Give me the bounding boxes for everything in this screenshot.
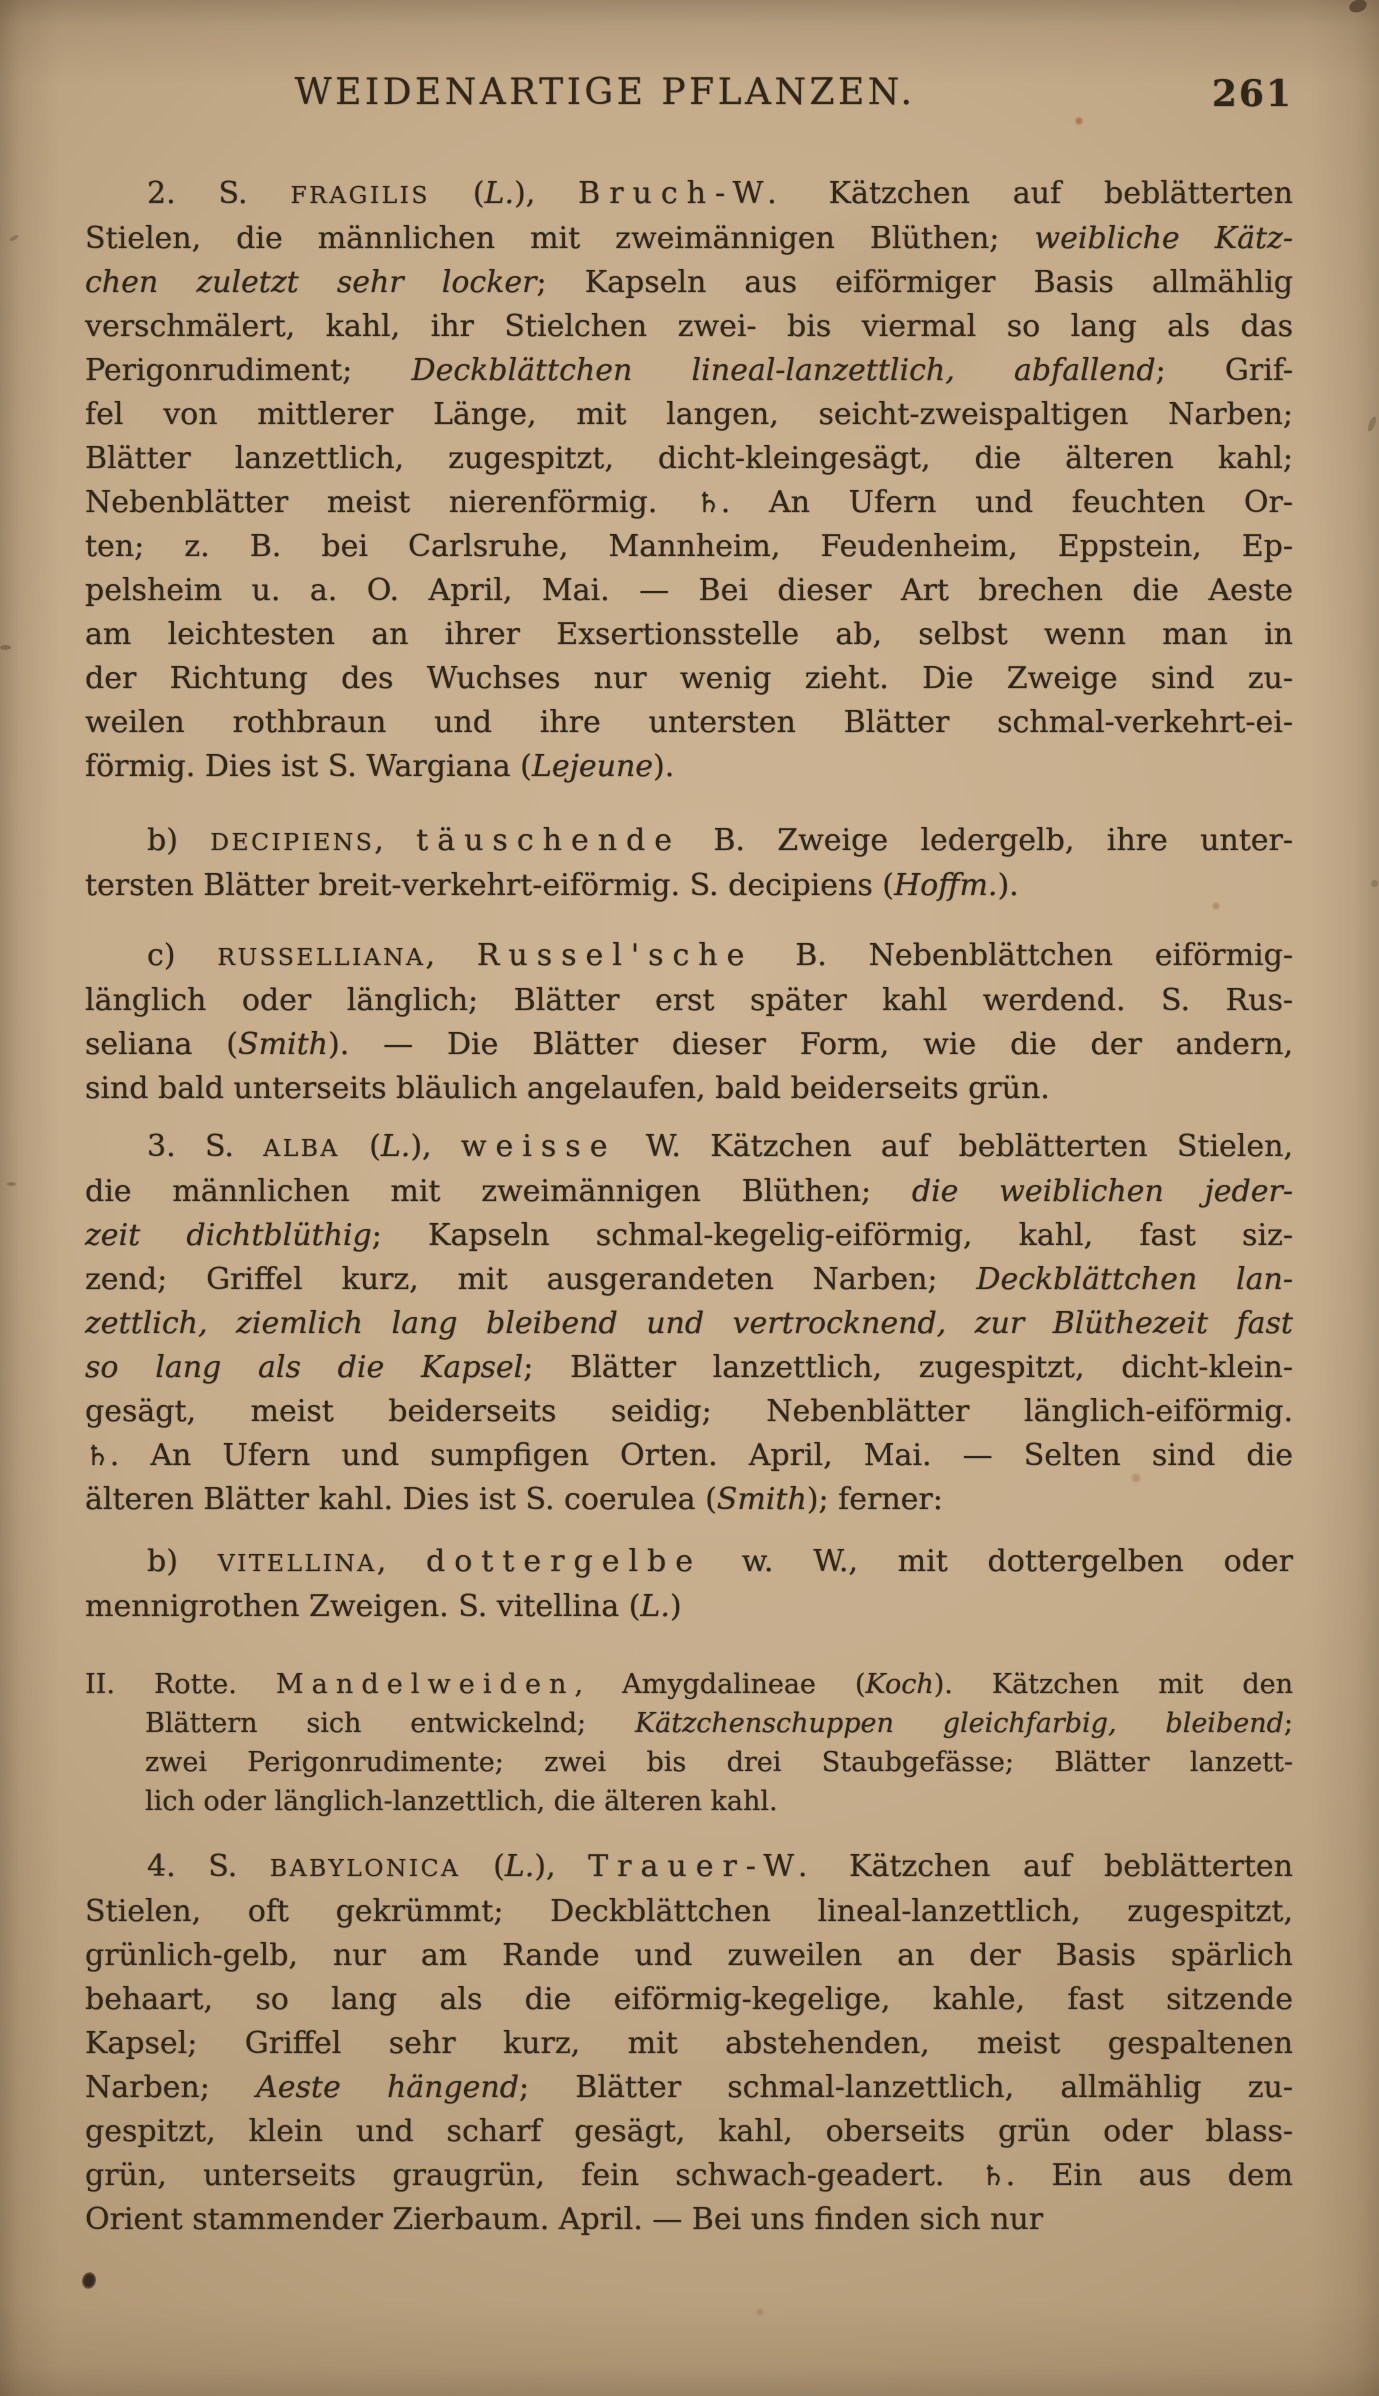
text-line [85, 1585, 1293, 1629]
text-line [85, 1704, 1293, 1743]
text-segment: seliana ( [85, 1027, 239, 1062]
text-line [85, 1665, 1293, 1704]
text-segment: II. Rotte. [85, 1669, 276, 1700]
text-segment: BABYLONICA [269, 1854, 461, 1882]
text-segment: Koch [865, 1669, 934, 1700]
woody-plant-symbol: ♄ [695, 486, 721, 519]
scan-speck [7, 1182, 16, 1186]
text-segment: weibliche Kätz- [1034, 221, 1293, 256]
text-segment: zwei Perigonrudimente; zwei bis drei Staubgefässe; Blätter lanzett- [145, 1747, 1293, 1778]
text-segment: tersten Blätter breit-verkehrt-eiförmig. S. decipiens ( [85, 868, 894, 903]
text-line [85, 2022, 1293, 2066]
text-line [85, 1023, 1293, 1067]
text-segment: ten; z. B. bei Carlsruhe, Mannheim, Feudenheim, Eppstein, Ep- [85, 529, 1293, 564]
text-line [85, 2198, 1293, 2242]
text-segment: fel von mittlerer Länge, mit langen, seicht-zweispaltigen Narben; [85, 397, 1293, 432]
text-line [85, 2110, 1293, 2154]
text-segment: . An Ufern und feuchten Or- [720, 485, 1294, 520]
running-title: WEIDENARTIGE PFLANZEN. [294, 72, 916, 113]
text-segment: ( [429, 176, 485, 211]
text-line [85, 745, 1293, 789]
text-line [85, 525, 1293, 569]
text-segment: ; Blätter schmal-lanzettlich, allmählig zu- [518, 2070, 1294, 2105]
text-line [85, 613, 1293, 657]
text-segment: B. Zweige ledergelb, ihre unter- [681, 823, 1294, 858]
text-segment: Mandelweiden [275, 1669, 575, 1700]
text-line [85, 1934, 1293, 1978]
text-segment: ). — Die Blätter dieser Form, wie die der andern, [328, 1027, 1294, 1062]
text-segment: länglich oder länglich; Blätter erst später kahl werdend. S. Rus- [85, 983, 1293, 1018]
page-body [85, 172, 1293, 2242]
text-segment: ). [997, 868, 1019, 903]
text-line [85, 657, 1293, 701]
text-segment: Russel'sche [476, 938, 754, 973]
paragraph-russelliana [85, 934, 1293, 1111]
text-segment: Kätzchenschuppen gleichfarbig, bleibend [634, 1708, 1284, 1739]
text-line [85, 864, 1293, 908]
text-line [85, 437, 1293, 481]
text-segment: , [376, 1544, 427, 1579]
text-segment: ); ferner: [806, 1482, 943, 1517]
text-segment: Kätzchen auf beblätterten [785, 176, 1293, 211]
text-line [85, 305, 1293, 349]
text-segment: ). Kätzchen mit den [933, 1669, 1293, 1700]
text-line [85, 1890, 1293, 1934]
text-segment: pelsheim u. a. O. April, Mai. — Bei dieser Art brechen die Aeste [85, 573, 1293, 608]
text-line [85, 1214, 1293, 1258]
text-segment: c) [147, 938, 218, 973]
text-segment: lich oder länglich-lanzettlich, die älteren kahl. [145, 1786, 778, 1817]
text-segment: Trauer-W. [588, 1849, 817, 1884]
text-segment: weisse [460, 1129, 617, 1164]
text-segment: ; Grif- [1155, 353, 1293, 388]
text-segment: Hoffm. [894, 868, 998, 903]
text-segment: am leichtesten an ihrer Exsertionsstelle ab, selbst wenn man in [85, 617, 1293, 652]
text-segment: ) [669, 1589, 682, 1624]
text-line [85, 819, 1293, 864]
text-segment: b) [147, 823, 211, 858]
text-segment: ; Blätter lanzettlich, zugespitzt, dicht-klein- [523, 1350, 1293, 1385]
text-line [85, 1170, 1293, 1214]
scan-speck [1371, 880, 1378, 887]
text-segment: ; [1283, 1708, 1293, 1739]
text-line [85, 1845, 1293, 1890]
scan-speck [0, 645, 11, 650]
text-line [85, 1540, 1293, 1585]
text-line [85, 217, 1293, 261]
text-segment: ), [410, 1129, 461, 1164]
text-segment: Aeste hängend [256, 2070, 519, 2105]
text-segment: ), [514, 176, 579, 211]
text-segment: ( [339, 1129, 381, 1164]
text-line [85, 1978, 1293, 2022]
text-segment: förmig. Dies ist S. Wargiana ( [85, 749, 532, 784]
text-segment: RUSSELLIANA [217, 943, 426, 971]
paragraph-rotte [85, 1665, 1293, 1821]
text-segment: Nebenblätter meist nierenförmig. [85, 485, 696, 520]
text-segment: , Amygdalineae ( [574, 1669, 866, 1700]
text-segment: L. [484, 176, 514, 211]
text-segment: Stielen, die männlichen mit zweimännigen Blüthen; [85, 221, 1035, 256]
text-segment: Stielen, oft gekrümmt; Deckblättchen lineal-lanzettlich, zugespitzt, [85, 1894, 1293, 1929]
text-segment: älteren Blätter kahl. Dies ist S. coerulea ( [85, 1482, 717, 1517]
paragraph-vitellina [85, 1540, 1293, 1629]
text-segment: Perigonrudiment; [85, 353, 412, 388]
text-line [85, 1346, 1293, 1390]
text-segment: , [425, 938, 477, 973]
paragraph-babylonica [85, 1845, 1293, 2242]
text-segment: so lang als die Kapsel [85, 1350, 524, 1385]
text-segment: zend; Griffel kurz, mit ausgerandeten Narben; [85, 1262, 977, 1297]
text-segment: , [374, 823, 417, 858]
text-segment: Orient stammender Zierbaum. April. — Bei uns finden sich nur [85, 2202, 1044, 2237]
text-segment: Kapsel; Griffel sehr kurz, mit abstehenden, meist gespaltenen [85, 2026, 1293, 2061]
text-segment: 2. S. [147, 176, 291, 211]
text-line [85, 1125, 1293, 1170]
text-line [85, 2066, 1293, 2110]
text-segment: Deckblättchen lineal-lanzettlich, abfallend [411, 353, 1156, 388]
text-segment: die weiblichen jeder- [911, 1174, 1293, 1209]
text-segment: . Ein aus dem [1005, 2158, 1294, 2193]
text-segment: 3. S. [147, 1129, 264, 1164]
text-line [85, 701, 1293, 745]
text-line [85, 569, 1293, 613]
text-line [85, 1434, 1293, 1478]
text-line [85, 1258, 1293, 1302]
text-segment: Smith [716, 1482, 807, 1517]
scan-speck [9, 234, 20, 242]
text-segment: L. [504, 1849, 535, 1884]
text-segment: ( [460, 1849, 505, 1884]
text-line [85, 2154, 1293, 2198]
text-segment: der Richtung des Wuchses nur wenig zieht. Die Zweige sind zu- [85, 661, 1293, 696]
text-segment: Deckblättchen lan- [976, 1262, 1293, 1297]
text-line [85, 979, 1293, 1023]
text-segment: L. [380, 1129, 411, 1164]
text-segment: zeit dichtblüthig [85, 1218, 372, 1253]
text-segment: grünlich-gelb, nur am Rande und zuweilen an der Basis spärlich [85, 1938, 1293, 1973]
scan-speck [1366, 415, 1378, 432]
text-segment: behaart, so lang als die eiförmig-kegelige, kahle, fast sitzende [85, 1982, 1293, 2017]
text-segment: mennigrothen Zweigen. S. vitellina ( [85, 1589, 641, 1624]
woody-plant-symbol: ♄ [980, 2159, 1006, 2192]
text-segment: täuschende [416, 823, 681, 858]
text-segment: die männlichen mit zweimännigen Blüthen; [85, 1174, 912, 1209]
text-segment: zettlich, ziemlich lang bleibend und vertrocknend, zur Blüthezeit fast [85, 1306, 1293, 1341]
text-segment: ALBA [263, 1134, 340, 1162]
text-line [85, 1478, 1293, 1522]
text-segment: sind bald unterseits bläulich angelaufen, bald beiderseits grün. [85, 1071, 1050, 1106]
woody-plant-symbol: ♄ [85, 1439, 110, 1472]
text-segment: gespitzt, klein und scharf gesägt, kahl, oberseits grün oder blass- [85, 2114, 1293, 2149]
text-segment: weilen rothbraun und ihre untersten Blätter schmal-verkehrt-ei- [85, 705, 1293, 740]
text-segment: Kätzchen auf beblätterten [816, 1849, 1293, 1884]
text-segment: Lejeune [531, 749, 654, 784]
text-line [85, 934, 1293, 979]
text-line [85, 393, 1293, 437]
text-segment: w. W., mit dottergelben oder [702, 1544, 1293, 1579]
text-line [85, 172, 1293, 217]
text-segment: Narben; [85, 2070, 257, 2105]
text-segment: gesägt, meist beiderseits seidig; Nebenblätter länglich-eiförmig. [85, 1394, 1293, 1429]
text-segment: grün, unterseits graugrün, fein schwach-geadert. [85, 2158, 981, 2193]
ink-dot [80, 2271, 98, 2291]
paragraph-decipiens [85, 819, 1293, 908]
text-segment: B. Nebenblättchen eiförmig- [753, 938, 1293, 973]
text-segment: Blättern sich entwickelnd; [145, 1708, 635, 1739]
text-segment: Bruch-W. [578, 176, 786, 211]
text-segment: DECIPIENS [210, 828, 375, 856]
text-segment: ; Kapseln schmal-kegelig-eiförmig, kahl, fast siz- [371, 1218, 1293, 1253]
text-segment: . An Ufern und sumpfigen Orten. April, Mai. — Selten sind die [109, 1438, 1293, 1473]
text-segment: FRAGILIS [290, 181, 430, 209]
text-line [85, 481, 1293, 525]
text-segment: ), [534, 1849, 589, 1884]
text-segment: verschmälert, kahl, ihr Stielchen zwei- bis viermal so lang als das [85, 309, 1293, 344]
paragraph-alba [85, 1125, 1293, 1522]
text-line [85, 349, 1293, 393]
text-segment: VITELLINA [217, 1549, 377, 1577]
text-segment: ). [653, 749, 675, 784]
text-segment: chen zuletzt sehr locker [85, 265, 537, 300]
text-segment: 4. S. [147, 1849, 270, 1884]
text-segment: b) [147, 1544, 218, 1579]
text-segment: ; Kapseln aus eiförmiger Basis allmählig [536, 265, 1294, 300]
text-segment: W. Kätzchen auf beblätterten Stielen, [616, 1129, 1293, 1164]
text-line [85, 261, 1293, 305]
text-line [85, 1302, 1293, 1346]
text-line [85, 1743, 1293, 1782]
text-segment: Smith [238, 1027, 328, 1062]
text-line [85, 1067, 1293, 1111]
page-number: 261 [1211, 73, 1293, 115]
text-line [85, 1782, 1293, 1821]
paragraph-fragilis [85, 172, 1293, 789]
text-segment: L. [640, 1589, 670, 1624]
page-header [85, 72, 1293, 120]
scan-speck [1348, 0, 1369, 14]
text-segment: Blätter lanzettlich, zugespitzt, dicht-kleingesägt, die älteren kahl; [85, 441, 1293, 476]
text-line [85, 1390, 1293, 1434]
text-segment: dottergelbe [426, 1544, 702, 1579]
